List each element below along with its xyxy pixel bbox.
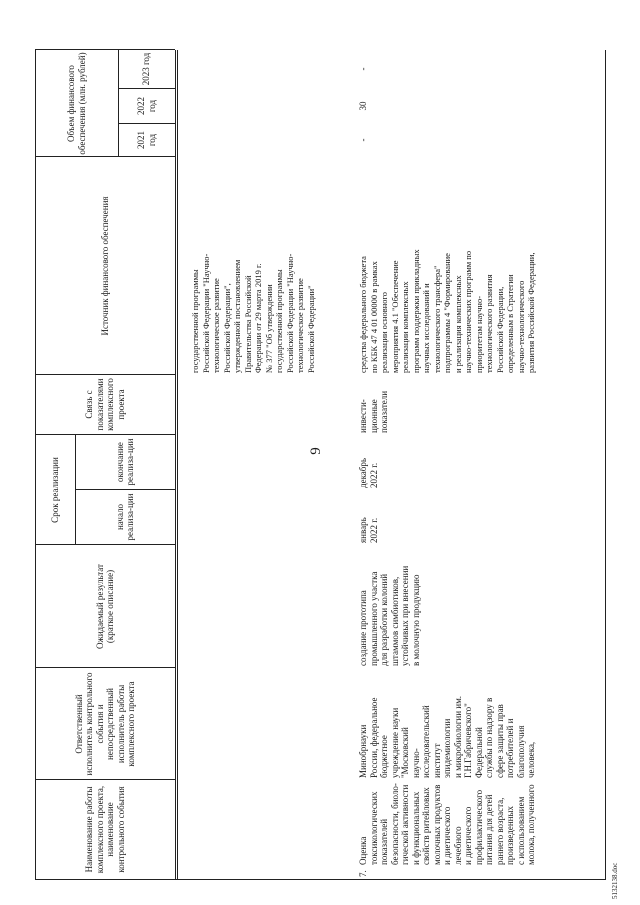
row-value-2021: -: [358, 138, 368, 142]
continuation-source-text: государственной программы Российской Федерации "Научно- технологическое развитие Российской Федерации", утвержденной постановлением Правительства Российской Федерации от 29 марта 2019 г. № 377 "Об утверждении государственной программы Российской Федерации "Научно- технологическое развитие Российской Федерации": [190, 253, 316, 373]
row-work-name: Оценка токсикологических показателей безопасности, биоло- гической активности и функциональных свойств ритейловых молочных продуктов и диетического лечебного и диетического профилактического питания для детей раннего возраста, произведенных с использованием молока, полученного: [358, 783, 536, 865]
col-sep-6: [35, 156, 175, 157]
col-sep-7: [35, 49, 175, 50]
header-year-2023: 2023 год: [141, 52, 152, 86]
row-number: 7.: [358, 870, 368, 877]
header-period-end: окончание реализа-ции: [114, 438, 135, 486]
header-link: Связь с показателями комплексного проекта: [84, 378, 126, 431]
row-period-start: январь 2022 г.: [358, 517, 379, 543]
row-period-end: декабрь 2022 г.: [358, 458, 379, 488]
header-period: Срок реализации: [49, 457, 60, 523]
header-period-start: начало реализа-ции: [114, 493, 135, 541]
table-left-border: [35, 879, 605, 880]
row-value-2023: -: [358, 67, 368, 71]
header-bottom-border: [175, 50, 178, 880]
header-source: Источник финансового обеспечения: [99, 196, 110, 336]
header-year-2022: 2022 год: [136, 97, 157, 115]
col-sep-y2: [118, 88, 175, 89]
header-executor: Ответственный исполнитель контрольного события и непосредственный исполнитель работы комплексного проекта: [73, 672, 136, 776]
header-volume: Объем финансового обеспечения (млн. рублей): [66, 52, 87, 155]
row-source: средства федерального бюджета по КБК 47 4 01 00000 в рамках реализации основного мероприятия 4.1 "Обеспечение реализации комплексных программ поддержки прикладных научных исследований и технологического трансфера" подпрограммы 4 "Формирование и реализация комплексных научно-технических программ по приоритетам научно- технологического развития Российской Федерации, определенным в Стратегии научно-технологического развития Российской Федерации,: [358, 249, 536, 373]
footer-doc-code: 5132138.doc: [611, 862, 619, 899]
col-sep-period: [75, 489, 175, 490]
col-sep-2: [35, 667, 175, 668]
header-year-2021: 2021 год: [136, 131, 157, 149]
header-work-name: Наименование работы комплексного проекта, наименование контрольного события: [84, 785, 126, 874]
page-number: 9: [308, 447, 324, 455]
row-link: инвести- ционные показатели: [358, 390, 389, 433]
row-executor: Минобрнауки России, федеральное бюджетное учреждение науки "Московский научно- исследовательский институт эпидемиологии и микробиологии им. Г.Н.Габричевского" Федеральной службы по надзору в сфере защиты прав потребителей и благополучия человека,: [358, 695, 536, 778]
col-sep-4: [35, 434, 175, 435]
col-sep-5: [35, 374, 175, 375]
col-sep-1: [35, 779, 175, 780]
col-sep-3: [35, 544, 175, 545]
table-bottom-border: [605, 50, 606, 880]
col-sep-y1: [118, 123, 175, 124]
row-result: создание прототипа промышленного участка для разработки колоний штаммов симбиотиков, устойчивых при внесении в молочную продукцию: [358, 565, 421, 666]
header-result: Ожидаемый результат (краткое описание): [94, 564, 115, 649]
row-value-2022: 30: [358, 101, 368, 111]
